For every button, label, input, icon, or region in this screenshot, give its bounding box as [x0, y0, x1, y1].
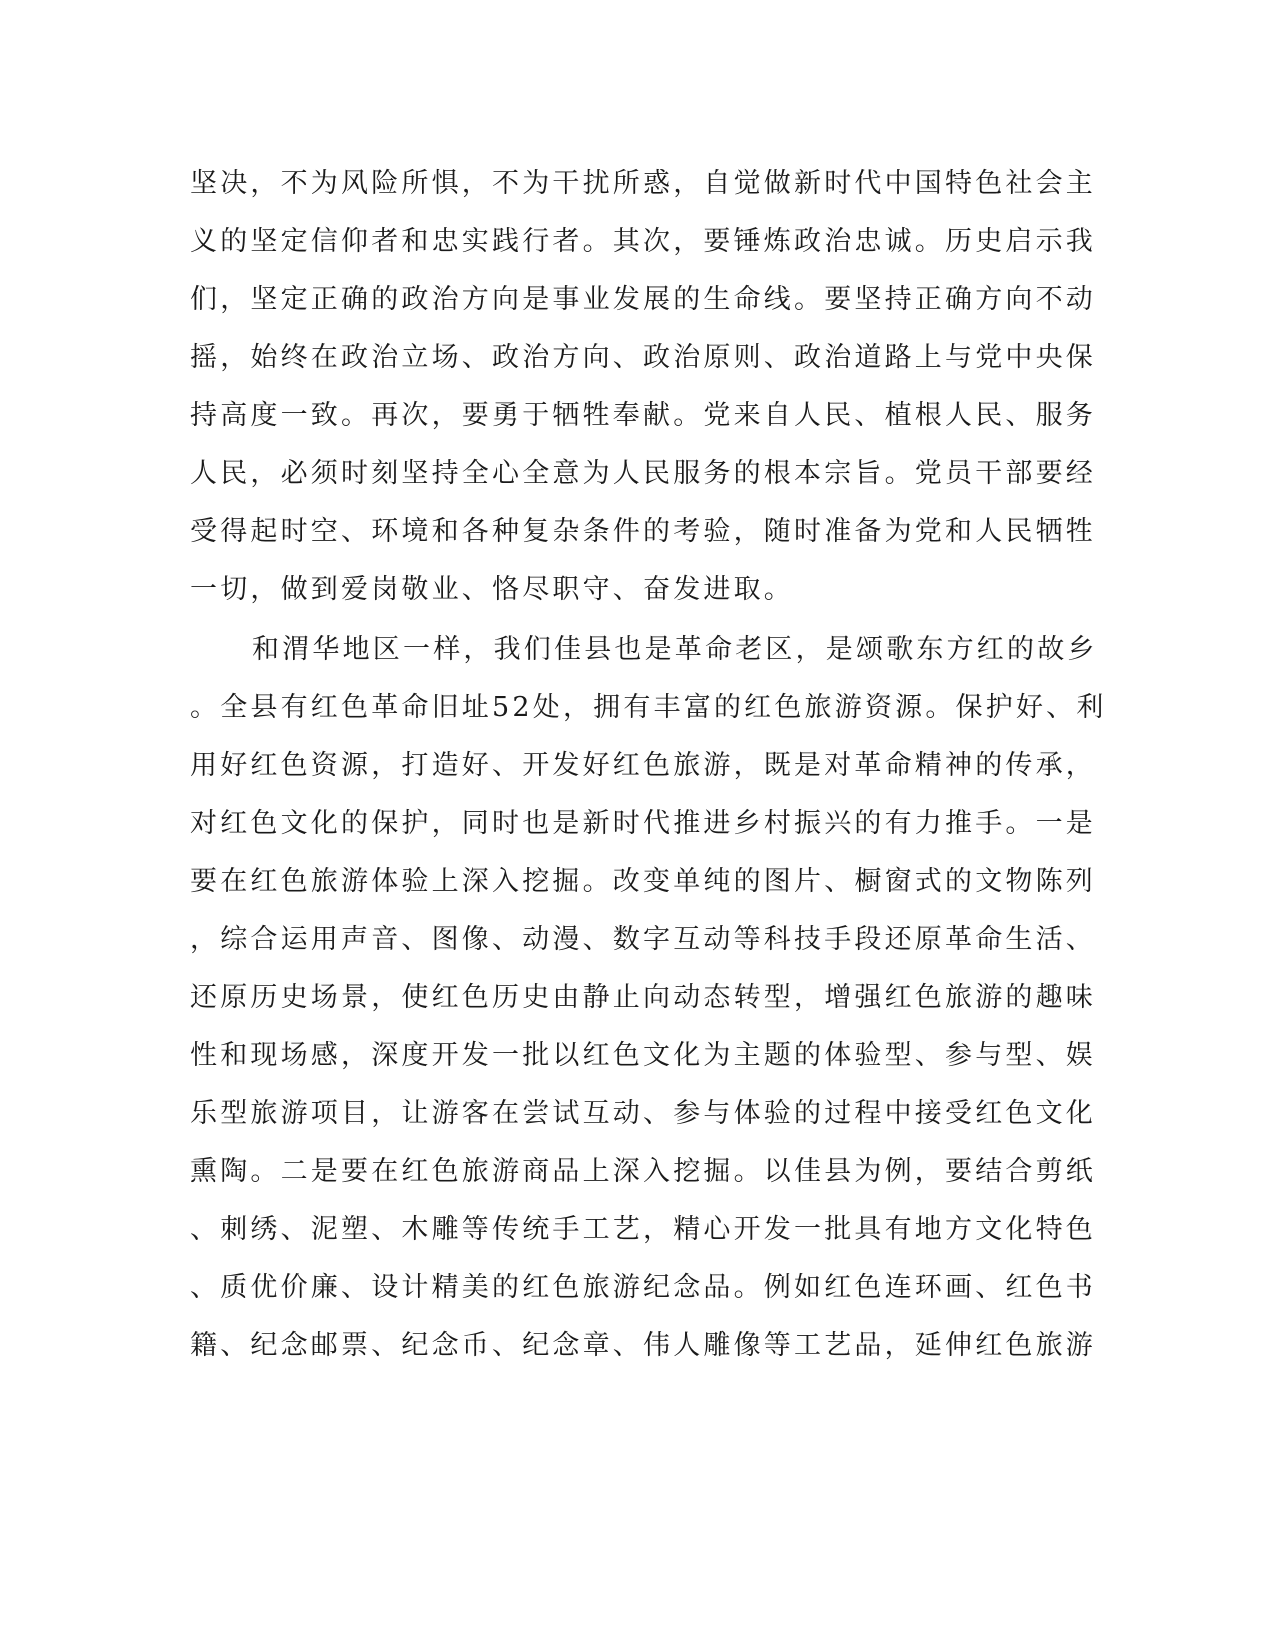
- text-line: 坚决，不为风险所惧，不为干扰所惑，自觉做新时代中国特色社会主: [190, 168, 1096, 199]
- text-line: 用好红色资源，打造好、开发好红色旅游，既是对革命精神的传承，: [190, 750, 1096, 781]
- text-line: 还原历史场景，使红色历史由静止向动态转型，增强红色旅游的趣味: [190, 982, 1096, 1013]
- text-line: 受得起时空、环境和各种复杂条件的考验，随时准备为党和人民牺牲: [190, 516, 1096, 547]
- text-line: 持高度一致。再次，要勇于牺牲奉献。党来自人民、植根人民、服务: [190, 400, 1096, 431]
- text-line: 对红色文化的保护，同时也是新时代推进乡村振兴的有力推手。一是: [190, 808, 1096, 839]
- text-line: 籍、纪念邮票、纪念币、纪念章、伟人雕像等工艺品，延伸红色旅游: [190, 1330, 1096, 1361]
- paragraph-first-line: 和渭华地区一样，我们佳县也是革命老区，是颂歌东方红的故乡: [252, 634, 1098, 665]
- text-line: 要在红色旅游体验上深入挖掘。改变单纯的图片、橱窗式的文物陈列: [190, 866, 1096, 897]
- text-line: 摇，始终在政治立场、政治方向、政治原则、政治道路上与党中央保: [190, 342, 1096, 373]
- text-line: 乐型旅游项目，让游客在尝试互动、参与体验的过程中接受红色文化: [190, 1098, 1096, 1129]
- text-line: 们，坚定正确的政治方向是事业发展的生命线。要坚持正确方向不动: [190, 284, 1096, 315]
- text-line: 、刺绣、泥塑、木雕等传统手工艺，精心开发一批具有地方文化特色: [190, 1214, 1096, 1245]
- text-line: 、质优价廉、设计精美的红色旅游纪念品。例如红色连环画、红色书: [190, 1272, 1096, 1303]
- text-line: 一切，做到爱岗敬业、恪尽职守、奋发进取。: [190, 574, 794, 605]
- text-line: 熏陶。二是要在红色旅游商品上深入挖掘。以佳县为例，要结合剪纸: [190, 1156, 1096, 1187]
- text-line: ，综合运用声音、图像、动漫、数字互动等科技手段还原革命生活、: [190, 924, 1096, 955]
- text-line: 义的坚定信仰者和忠实践行者。其次，要锤炼政治忠诚。历史启示我: [190, 226, 1096, 257]
- text-line: 性和现场感，深度开发一批以红色文化为主题的体验型、参与型、娱: [190, 1040, 1096, 1071]
- text-line: 。全县有红色革命旧址52处，拥有丰富的红色旅游资源。保护好、利: [190, 692, 1107, 723]
- text-line: 人民，必须时刻坚持全心全意为人民服务的根本宗旨。党员干部要经: [190, 458, 1096, 489]
